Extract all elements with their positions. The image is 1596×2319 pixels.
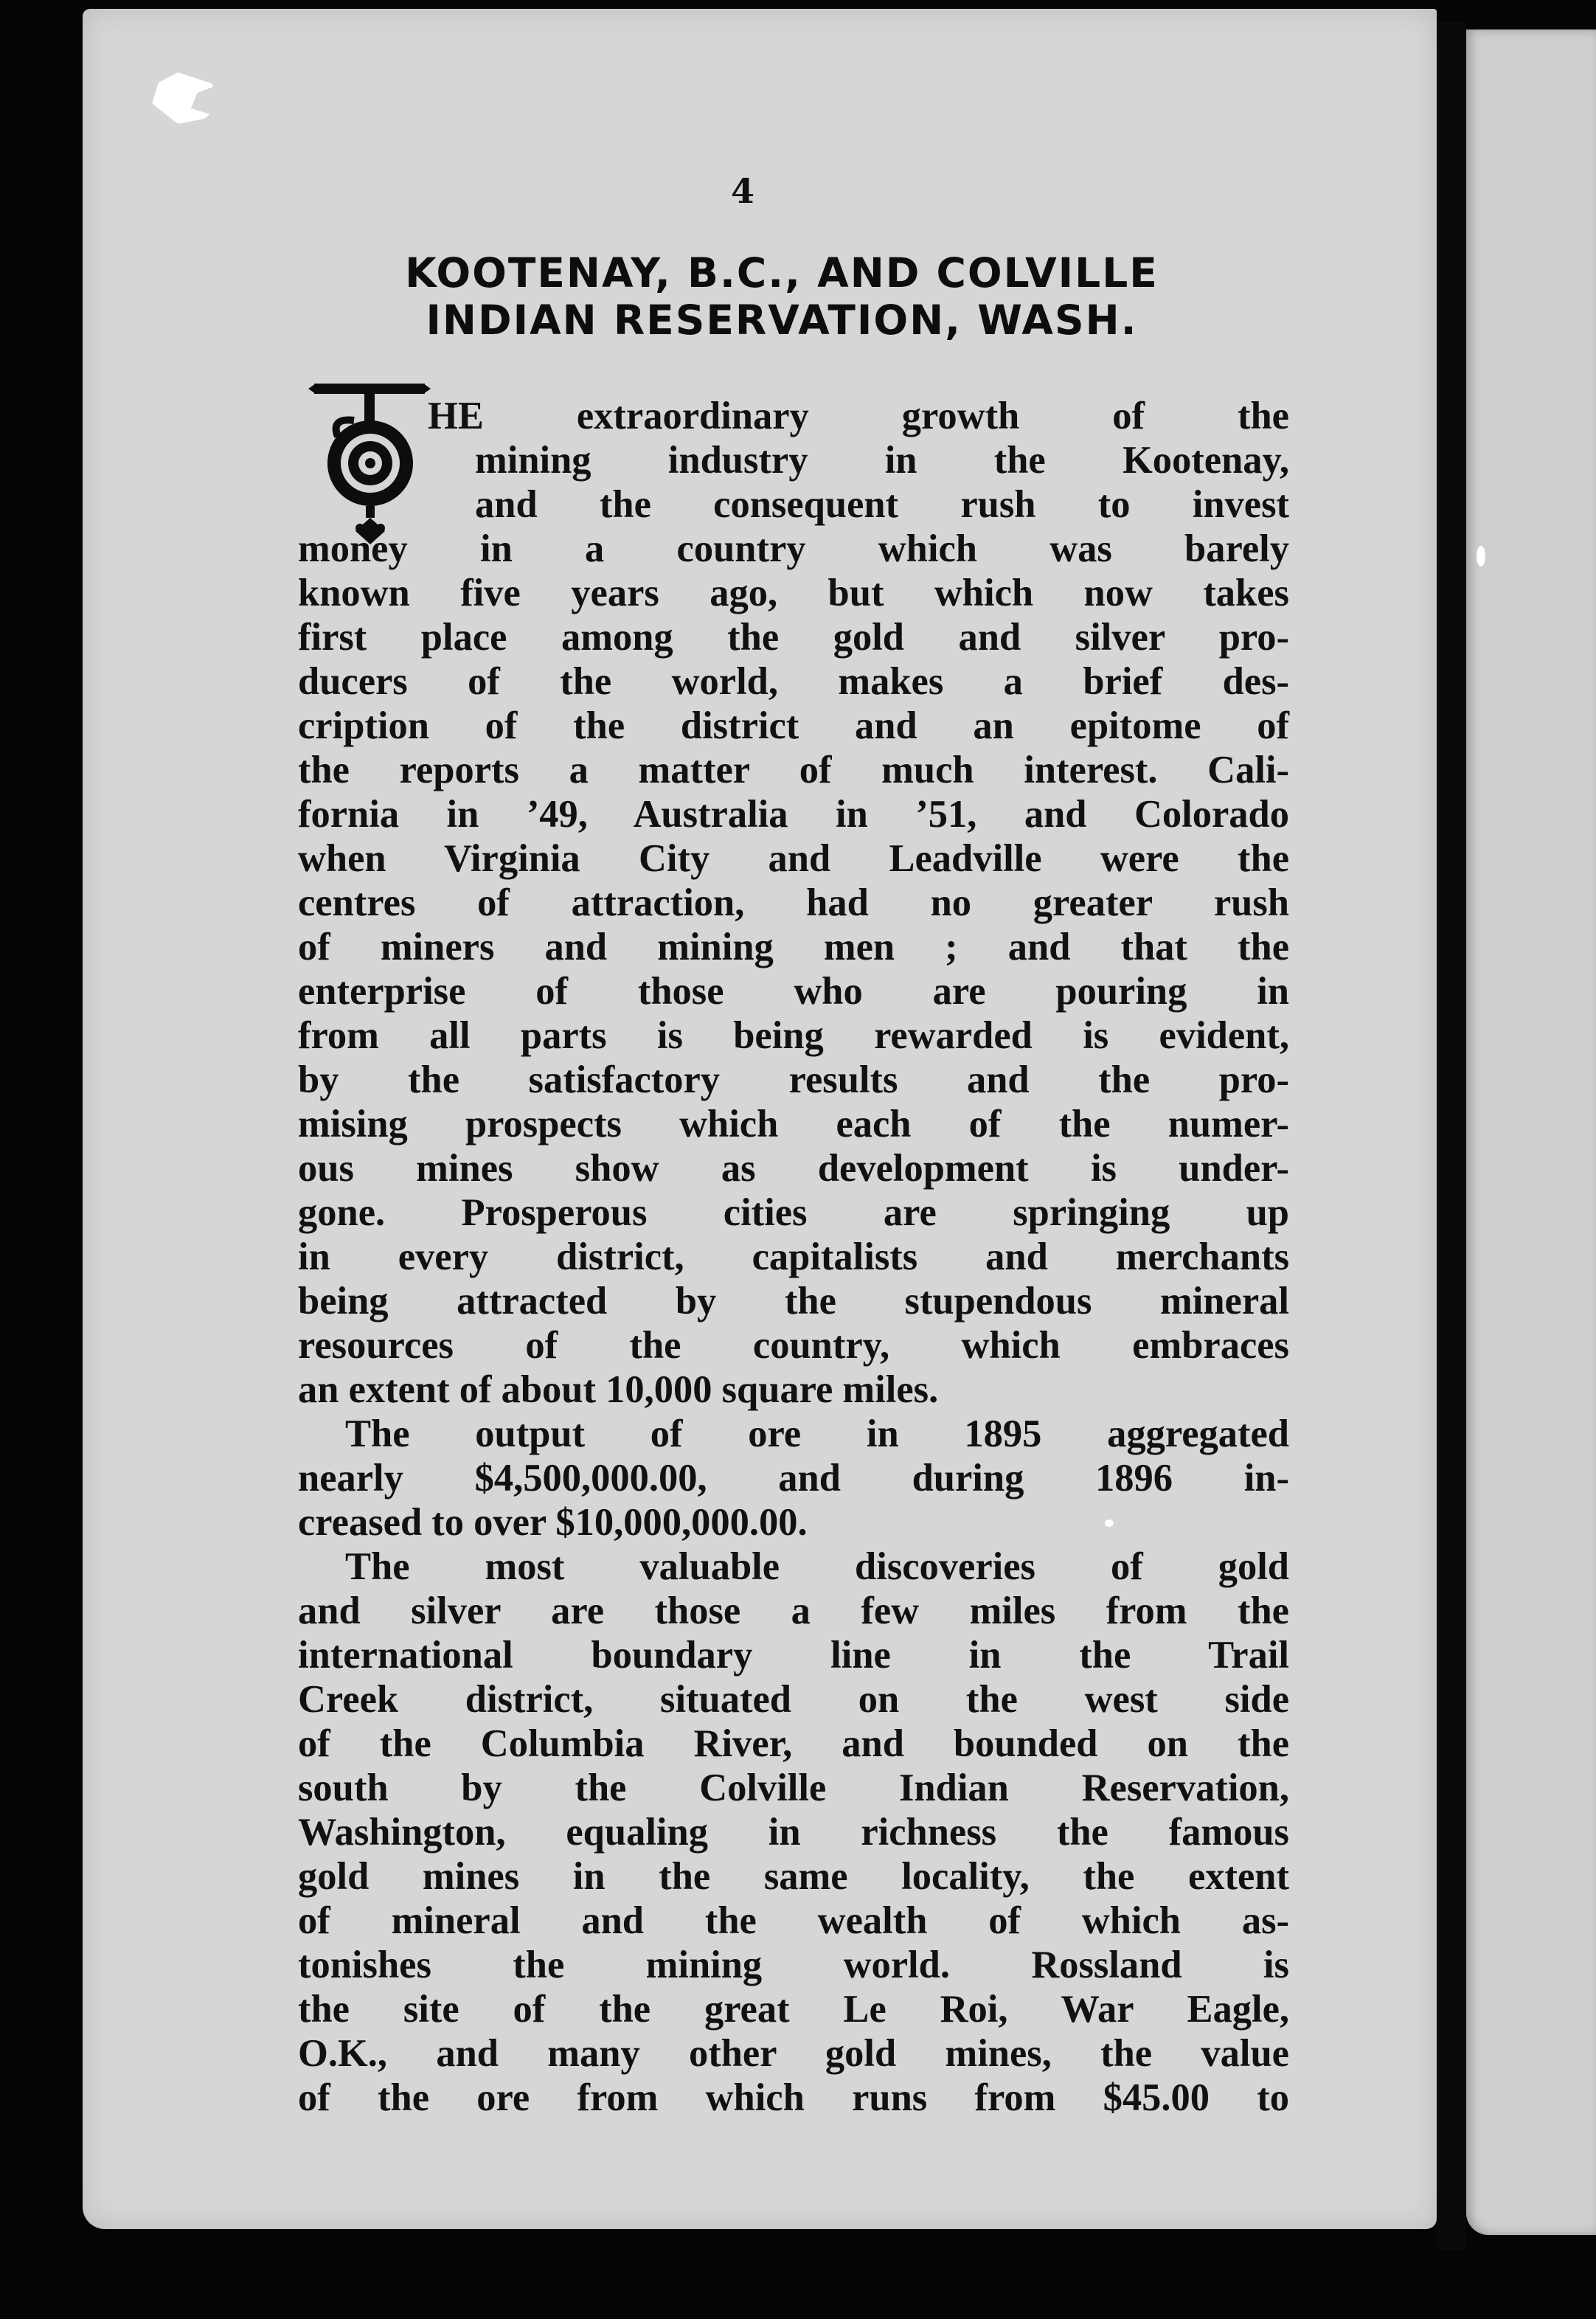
text-line: centres of attraction, had no greater rush xyxy=(298,881,1289,924)
text-line: of mineral and the wealth of which as- xyxy=(298,1899,1289,1942)
text-line: of the ore from which runs from $45.00 to xyxy=(298,2076,1289,2119)
facing-page-edge xyxy=(1466,30,1596,2235)
text-line: ducers of the world, makes a brief des- xyxy=(298,660,1289,703)
text-line: of the Columbia River, and bounded on the xyxy=(298,1722,1289,1765)
page-number: 4 xyxy=(730,171,754,211)
text-line: nearly $4,500,000.00, and during 1896 in- xyxy=(298,1457,1289,1500)
text-line: mining industry in the Kootenay, xyxy=(475,439,1289,482)
text-line: mising prospects which each of the numer- xyxy=(298,1103,1289,1145)
body-text xyxy=(298,394,1289,2120)
scan-blemish xyxy=(1477,546,1485,566)
text-line: of miners and mining men ; and that the xyxy=(298,926,1289,968)
text-line: money in a country which was barely xyxy=(298,527,1289,570)
text-line: the site of the great Le Roi, War Eagle, xyxy=(298,1988,1289,2031)
title-line: INDIAN RESERVATION, WASH. xyxy=(426,297,1138,344)
text-line: The output of ore in 1895 aggregated xyxy=(345,1412,1289,1455)
text-line: resources of the country, which embraces xyxy=(298,1324,1289,1367)
text-line: and the consequent rush to invest xyxy=(475,483,1289,526)
text-line: cription of the district and an epitome of xyxy=(298,704,1289,747)
text-line: creased to over $10,000,000.00. xyxy=(298,1501,808,1544)
text-line: fornia in ’49, Australia in ’51, and Colorado xyxy=(298,793,1289,836)
text-line: first place among the gold and silver pro- xyxy=(298,616,1289,659)
text-line: tonishes the mining world. Rossland is xyxy=(298,1944,1289,1986)
chapter-title xyxy=(266,249,1298,344)
text-line: in every district, capitalists and merchants xyxy=(298,1235,1289,1278)
title-line: KOOTENAY, B.C., AND COLVILLE xyxy=(405,249,1159,297)
text-line: international boundary line in the Trail xyxy=(298,1634,1289,1677)
text-line: by the satisfactory results and the pro- xyxy=(298,1058,1289,1101)
book-gutter xyxy=(1437,22,1466,2250)
text-line: south by the Colville Indian Reservation, xyxy=(298,1767,1289,1809)
text-line: O.K., and many other gold mines, the value xyxy=(298,2032,1289,2075)
text-line: gold mines in the same locality, the extent xyxy=(298,1855,1289,1898)
text-line: ous mines show as development is under- xyxy=(298,1147,1289,1190)
text-line: and silver are those a few miles from the xyxy=(298,1590,1289,1632)
text-line: known five years ago, but which now takes xyxy=(298,572,1289,614)
text-line: gone. Prosperous cities are springing up xyxy=(298,1191,1289,1234)
text-line: HE extraordinary growth of the xyxy=(428,395,1289,437)
text-line: Creek district, situated on the west side xyxy=(298,1678,1289,1721)
text-line: the reports a matter of much interest. Cali- xyxy=(298,749,1289,791)
text-line: from all parts is being rewarded is evident, xyxy=(298,1014,1289,1057)
text-line: being attracted by the stupendous mineral xyxy=(298,1280,1289,1323)
text-line: when Virginia City and Leadville were the xyxy=(298,837,1289,880)
text-line: The most valuable discoveries of gold xyxy=(345,1545,1289,1588)
text-line: enterprise of those who are pouring in xyxy=(298,970,1289,1013)
text-line: Washington, equaling in richness the famous xyxy=(298,1811,1289,1854)
text-line: an extent of about 10,000 square miles. xyxy=(298,1368,939,1411)
